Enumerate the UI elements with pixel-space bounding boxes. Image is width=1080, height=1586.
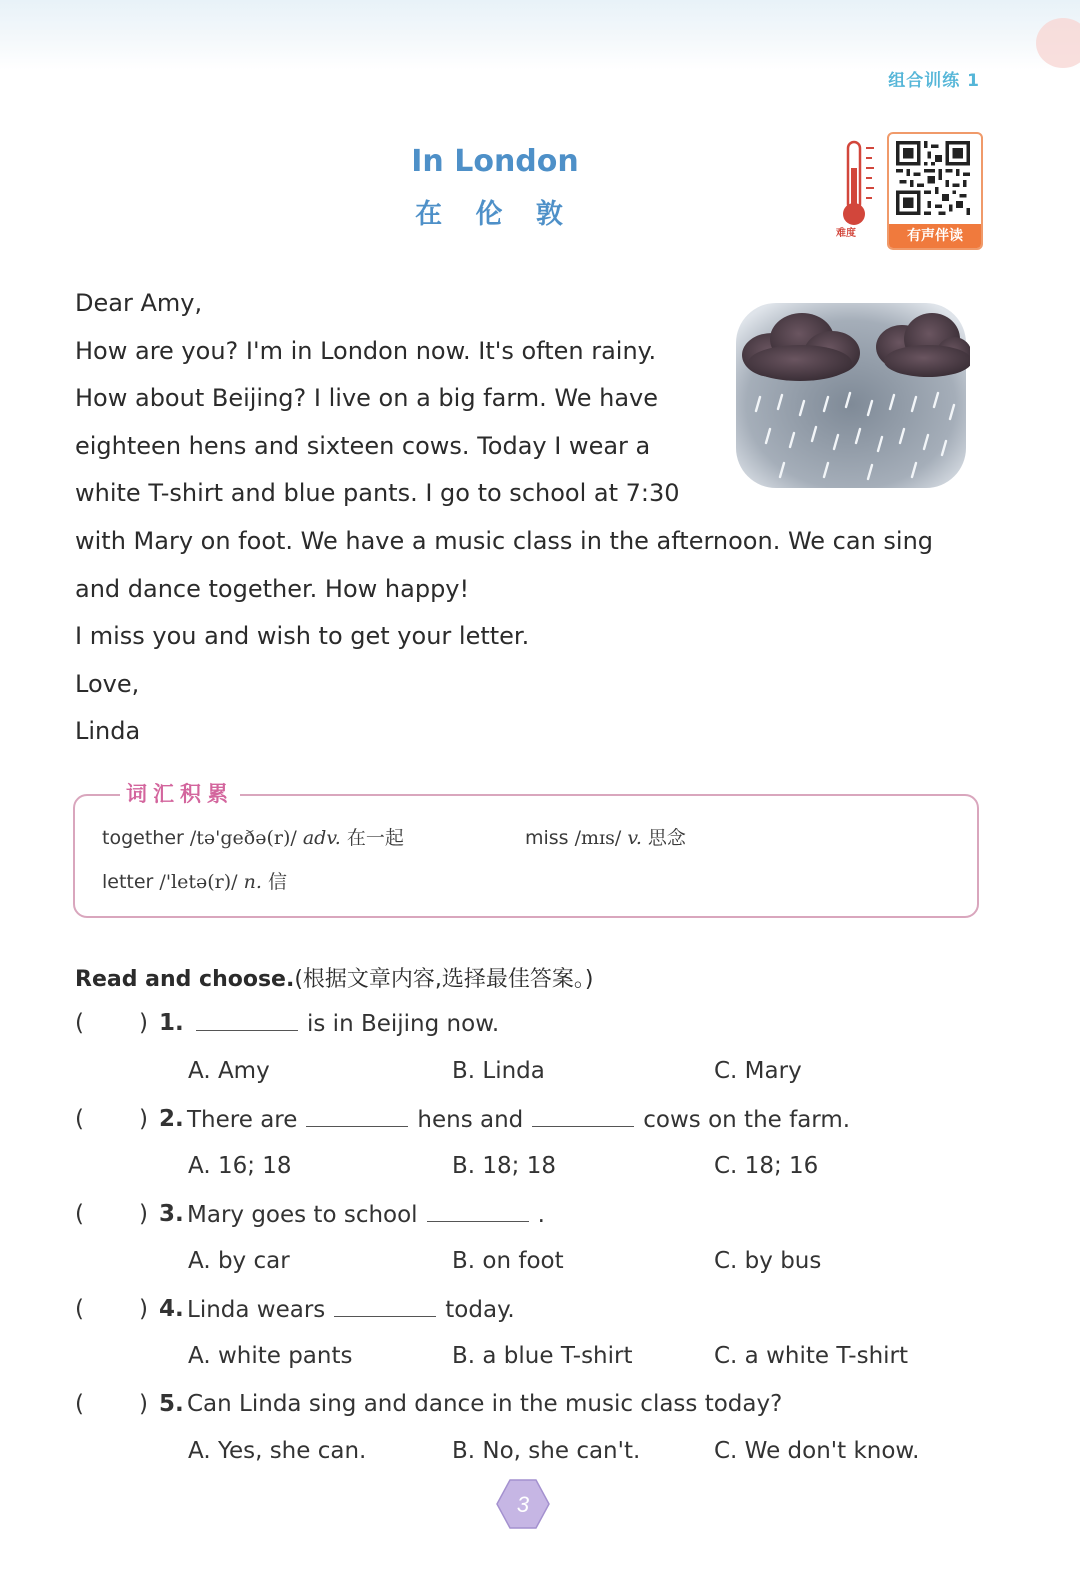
page-number-badge (496, 1478, 550, 1530)
vocab-word: letter (102, 871, 154, 893)
letter-line: I miss you and wish to get your letter. (75, 622, 530, 651)
question-text: Mary goes to school . (187, 1202, 545, 1228)
letter-line: How are you? I'm in London now. It's often rainy. (75, 336, 657, 365)
question-number: 1. (159, 1010, 184, 1036)
title-english: In London (411, 144, 579, 179)
answer-paren-open[interactable]: ( (75, 1296, 84, 1322)
top-band (0, 0, 1080, 70)
question-number: 4. (159, 1296, 184, 1322)
option-c[interactable]: C. We don't know. (714, 1438, 920, 1464)
answer-paren-open[interactable]: ( (75, 1106, 84, 1132)
answer-blank[interactable] (532, 1106, 634, 1127)
option-c[interactable]: C. by bus (714, 1248, 822, 1274)
option-b[interactable]: B. No, she can't. (452, 1438, 641, 1464)
page-number: 3 (516, 1492, 530, 1517)
instruction-english: Read and choose. (75, 967, 295, 992)
title-chinese: 在 伦 敦 (415, 199, 575, 230)
vocab-entry (102, 823, 404, 850)
vocab-pos: n. (243, 871, 262, 893)
vocab-pos: adv. (302, 827, 341, 849)
question-number: 2. (159, 1106, 184, 1132)
question-text: There are hens and cows on the farm. (187, 1107, 851, 1133)
answer-paren-open[interactable]: ( (75, 1010, 84, 1036)
option-c[interactable]: C. Mary (714, 1058, 802, 1084)
option-c[interactable]: C. 18; 16 (714, 1153, 819, 1179)
answer-blank[interactable] (427, 1201, 529, 1222)
exercise-instruction (75, 962, 594, 993)
option-a[interactable]: A. white pants (188, 1343, 353, 1369)
audio-label: 有声伴读 (889, 224, 981, 248)
answer-paren-close: ) (139, 1201, 148, 1227)
letter-line: eighteen hens and sixteen cows. Today I wear a (75, 431, 651, 460)
letter-greeting: Dear Amy, (75, 289, 203, 317)
letter-line: How about Beijing? I live on a big farm. We have (75, 384, 659, 413)
option-b[interactable]: B. 18; 18 (452, 1153, 556, 1179)
answer-blank[interactable] (334, 1296, 436, 1317)
option-b[interactable]: B. a blue T-shirt (452, 1343, 633, 1369)
question-number: 3. (159, 1201, 184, 1227)
vocab-word: miss (525, 827, 569, 849)
question-number: 5. (159, 1391, 184, 1417)
question-text: is in Beijing now. (187, 1010, 499, 1037)
instruction-chinese: (根据文章内容,选择最佳答案。) (294, 967, 594, 992)
letter-line: and dance together. How happy! (75, 574, 470, 603)
option-b[interactable]: B. Linda (452, 1058, 545, 1084)
answer-paren-open[interactable]: ( (75, 1201, 84, 1227)
vocab-word: together (102, 827, 184, 849)
vocab-phonetic: /'letə(r)/ (159, 871, 238, 893)
vocab-phonetic: /mɪs/ (574, 827, 622, 849)
option-c[interactable]: C. a white T-shirt (714, 1343, 909, 1369)
vocab-meaning: 思念 (647, 827, 686, 849)
question-text: Can Linda sing and dance in the music class today? (187, 1391, 783, 1417)
vocab-entry (102, 867, 287, 894)
option-a[interactable]: A. by car (188, 1248, 290, 1274)
vocab-entry (525, 823, 686, 850)
answer-paren-close: ) (139, 1106, 148, 1132)
option-a[interactable]: A. 16; 18 (188, 1153, 292, 1179)
vocab-phonetic: /tə'geðə(r)/ (189, 827, 297, 849)
answer-blank[interactable] (196, 1010, 298, 1031)
option-b[interactable]: B. on foot (452, 1248, 564, 1274)
answer-paren-open[interactable]: ( (75, 1391, 84, 1417)
qr-code-icon (896, 141, 970, 215)
letter-signature: Linda (75, 717, 141, 746)
vocab-meaning: 在一起 (346, 827, 404, 849)
answer-paren-close: ) (139, 1296, 148, 1322)
question-text: Linda wears today. (187, 1297, 515, 1323)
answer-paren-close: ) (139, 1391, 148, 1417)
option-a[interactable]: A. Yes, she can. (188, 1438, 367, 1464)
vocab-meaning: 信 (267, 871, 287, 893)
vocabulary-box (73, 794, 979, 918)
answer-blank[interactable] (306, 1106, 408, 1127)
difficulty-label: 难度 (836, 228, 856, 239)
vocabulary-title: 词汇积累 (120, 778, 240, 808)
letter-line: with Mary on foot. We have a music class in the afternoon. We can sing (75, 526, 934, 555)
answer-paren-close: ) (139, 1010, 148, 1036)
section-tag: 组合训练 1 (888, 71, 980, 91)
rain-cloud-illustration (732, 297, 970, 492)
audio-qr-badge[interactable] (887, 132, 983, 250)
letter-line: white T-shirt and blue pants. I go to school at 7:30 (75, 479, 680, 508)
option-a[interactable]: A. Amy (188, 1058, 270, 1084)
vocab-pos: v. (627, 827, 642, 849)
letter-closing: Love, (75, 669, 140, 698)
